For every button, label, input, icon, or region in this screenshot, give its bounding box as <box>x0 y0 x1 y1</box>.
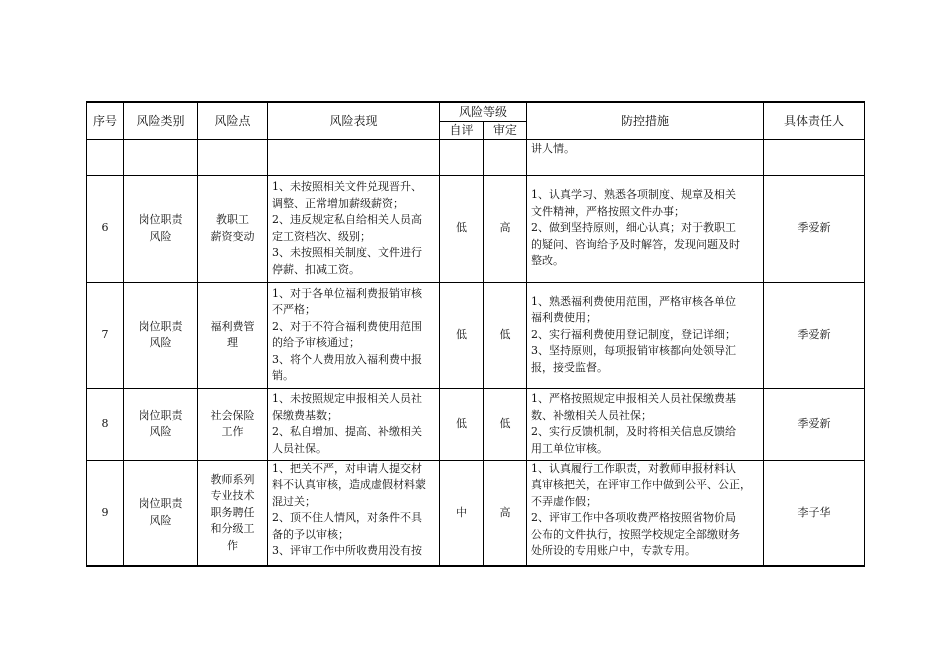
cell-no: 9 <box>87 460 124 566</box>
cell-self-eval: 低 <box>440 388 484 460</box>
cell-self-eval: 中 <box>440 460 484 566</box>
cell-person: 李子华 <box>764 460 865 566</box>
cell-measures: 1、认真履行工作职责，对教师申报材料认 真审核把关，在评审工作中做到公平、公正， 不弄虚作假； 2、评审工作中各项收费严格按照省物价局 公布的文件执行，按照学校规定全部缴财务 处所设的专用账户中，专款专用。 <box>527 460 764 566</box>
cell-no: 6 <box>87 175 124 282</box>
cell-category: 岗位职责 风险 <box>124 460 198 566</box>
cell-person: 季爱新 <box>764 282 865 388</box>
cell-point: 福利费管 理 <box>198 282 268 388</box>
risk-table <box>86 101 865 567</box>
cell-manifestation: 1、把关不严，对申请人提交材 料不认真审核，造成虚假材料蒙 混过关； 2、顶不住人情风，对条件不具 备的予以审核； 3、评审工作中所收费用没有按 <box>268 460 440 566</box>
cell-no <box>87 139 124 175</box>
header-no: 序号 <box>87 102 124 139</box>
header-review: 审定 <box>484 121 527 139</box>
cell-point: 教师系列 专业技术 职务聘任 和分级工 作 <box>198 460 268 566</box>
header-manifestation: 风险表现 <box>268 102 440 139</box>
table-row <box>87 139 865 175</box>
cell-measures: 1、认真学习、熟悉各项制度、规章及相关 文件精神，严格按照文件办事； 2、做到坚持原则，细心认真；对于教职工 的疑问、咨询给予及时解答，发现问题及时 整改。 <box>527 175 764 282</box>
cell-manifestation <box>268 139 440 175</box>
cell-measures: 讲人情。 <box>527 139 764 175</box>
table-row <box>87 388 865 460</box>
cell-review: 低 <box>484 388 527 460</box>
cell-measures: 1、熟悉福利费使用范围，严格审核各单位 福利费使用； 2、实行福利费使用登记制度，登记详细； 3、坚持原则，每项报销审核都向处领导汇 报，接受监督。 <box>527 282 764 388</box>
cell-review: 高 <box>484 460 527 566</box>
cell-category <box>124 139 198 175</box>
cell-category: 岗位职责 风险 <box>124 175 198 282</box>
cell-self-eval <box>440 139 484 175</box>
table-row <box>87 282 865 388</box>
cell-review: 高 <box>484 175 527 282</box>
cell-self-eval: 低 <box>440 282 484 388</box>
header-category: 风险类别 <box>124 102 198 139</box>
cell-self-eval: 低 <box>440 175 484 282</box>
cell-person: 季爱新 <box>764 175 865 282</box>
cell-manifestation: 1、未按照规定申报相关人员社 保缴费基数； 2、私自增加、提高、补缴相关 人员社保。 <box>268 388 440 460</box>
header-self-eval: 自评 <box>440 121 484 139</box>
header-person: 具体责任人 <box>764 102 865 139</box>
table-row <box>87 175 865 282</box>
cell-review: 低 <box>484 282 527 388</box>
table-row <box>87 460 865 566</box>
cell-category: 岗位职责 风险 <box>124 282 198 388</box>
cell-measures: 1、严格按照规定申报相关人员社保缴费基 数、补缴相关人员社保； 2、实行反馈机制，及时将相关信息反馈给 用工单位审核。 <box>527 388 764 460</box>
cell-point: 社会保险 工作 <box>198 388 268 460</box>
header-point: 风险点 <box>198 102 268 139</box>
cell-person <box>764 139 865 175</box>
header-measures: 防控措施 <box>527 102 764 139</box>
cell-point <box>198 139 268 175</box>
header-level: 风险等级 <box>440 102 527 121</box>
cell-no: 8 <box>87 388 124 460</box>
cell-no: 7 <box>87 282 124 388</box>
cell-category: 岗位职责 风险 <box>124 388 198 460</box>
cell-manifestation: 1、未按照相关文件兑现晋升、 调整、正常增加薪级薪资； 2、违反规定私自给相关人员高 定工资档次、级别； 3、未按照相关制度、文件进行 停薪、扣减工资。 <box>268 175 440 282</box>
cell-manifestation: 1、对于各单位福利费报销审核 不严格； 2、对于不符合福利费使用范围 的给予审核通过； 3、将个人费用放入福利费中报 销。 <box>268 282 440 388</box>
cell-person: 季爱新 <box>764 388 865 460</box>
cell-point: 教职工 薪资变动 <box>198 175 268 282</box>
cell-review <box>484 139 527 175</box>
